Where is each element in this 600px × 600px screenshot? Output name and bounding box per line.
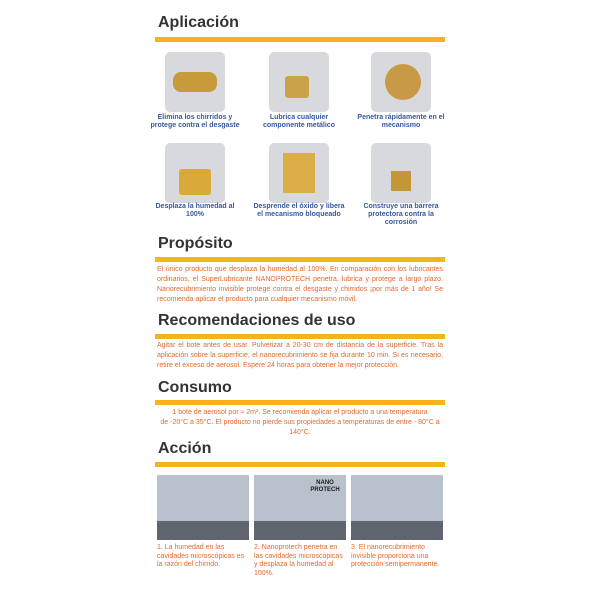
- accion-step: 2. Nanoprotech penetra en las cavidades microscópicas y desplaza la humedad al 100%.: [254, 544, 343, 577]
- aplicacion-caption: Desprende el óxido y libera el mecanismo bloqueado: [253, 203, 345, 218]
- section-underline: [155, 462, 445, 467]
- section-underline: [155, 400, 445, 405]
- section-underline: [155, 257, 445, 262]
- section-underline: [155, 334, 445, 339]
- accion-step: 1. La humedad en las cavidades microscópicas es la razón del chirrido.: [157, 544, 245, 568]
- nanoprotech-logo: NANO PROTECH: [310, 480, 340, 493]
- aplicacion-caption: Desplaza la humedad al 100%: [155, 203, 235, 218]
- padlock-keys-icon: [269, 52, 329, 112]
- aplicacion-caption: Penetra rápidamente en el mecanismo: [357, 114, 445, 129]
- product-sheet: [150, 0, 445, 600]
- section-title-recomendaciones: Recomendaciones de uso: [158, 312, 356, 329]
- hinge-icon: [269, 143, 329, 203]
- recomendaciones-text: Agitar el bote antes de usar. Pulverizar a 20-30 cm de distancia de la superficie. Tras la aplicación sobre la superficie, el nanorecubrimiento se fija durante 10 min. Si es necesario, retire el exceso de aerosol. Espere 24 horas para obtener la mejor protección.: [157, 342, 443, 369]
- section-title-proposito: Propósito: [158, 235, 233, 252]
- valve-icon: [371, 143, 431, 203]
- aplicacion-caption: Construye una barrera protectora contra la corrosión: [363, 203, 439, 226]
- accion-panel-coating: [351, 475, 443, 540]
- section-title-consumo: Consumo: [158, 379, 232, 396]
- padlock-icon: [165, 143, 225, 203]
- pulley-icon: [371, 52, 431, 112]
- proposito-text: El único producto que desplaza la humedad al 100%. En comparación con los lubricantes ordinarios, el SuperLubricante NANOPROTECH penetra, lubrica y protege a largo plazo. Nanorecubrimiento invisible protege contra el desgaste y chirridos ¡por más de 1 año! Se recomienda aplicar el producto para cualquier mecanismo móvil.: [157, 266, 443, 303]
- accion-panel-spray: [254, 475, 346, 540]
- consumo-line: de -20°C a 35°C. El producto no pierde sus propiedades a temperaturas de entre - 80°C a 140°C.: [160, 419, 440, 436]
- section-title-accion: Acción: [158, 440, 212, 457]
- accion-step: 3. El nanorecubrimiento invisible proporciona una protección semipermanente.: [351, 544, 440, 568]
- consumo-line: 1 bote de aerosol por ≈ 2m². Se recomienda aplicar el producto a una temperatura: [172, 409, 428, 416]
- aplicacion-caption: Elimina los chirridos y protege contra el desgaste: [150, 114, 240, 129]
- section-title-aplicacion: Aplicación: [158, 14, 239, 31]
- accion-panel-moisture: [157, 475, 249, 540]
- aplicacion-caption: Lubrica cualquier componente metálico: [263, 114, 335, 129]
- chain-icon: [165, 52, 225, 112]
- section-underline: [155, 37, 445, 42]
